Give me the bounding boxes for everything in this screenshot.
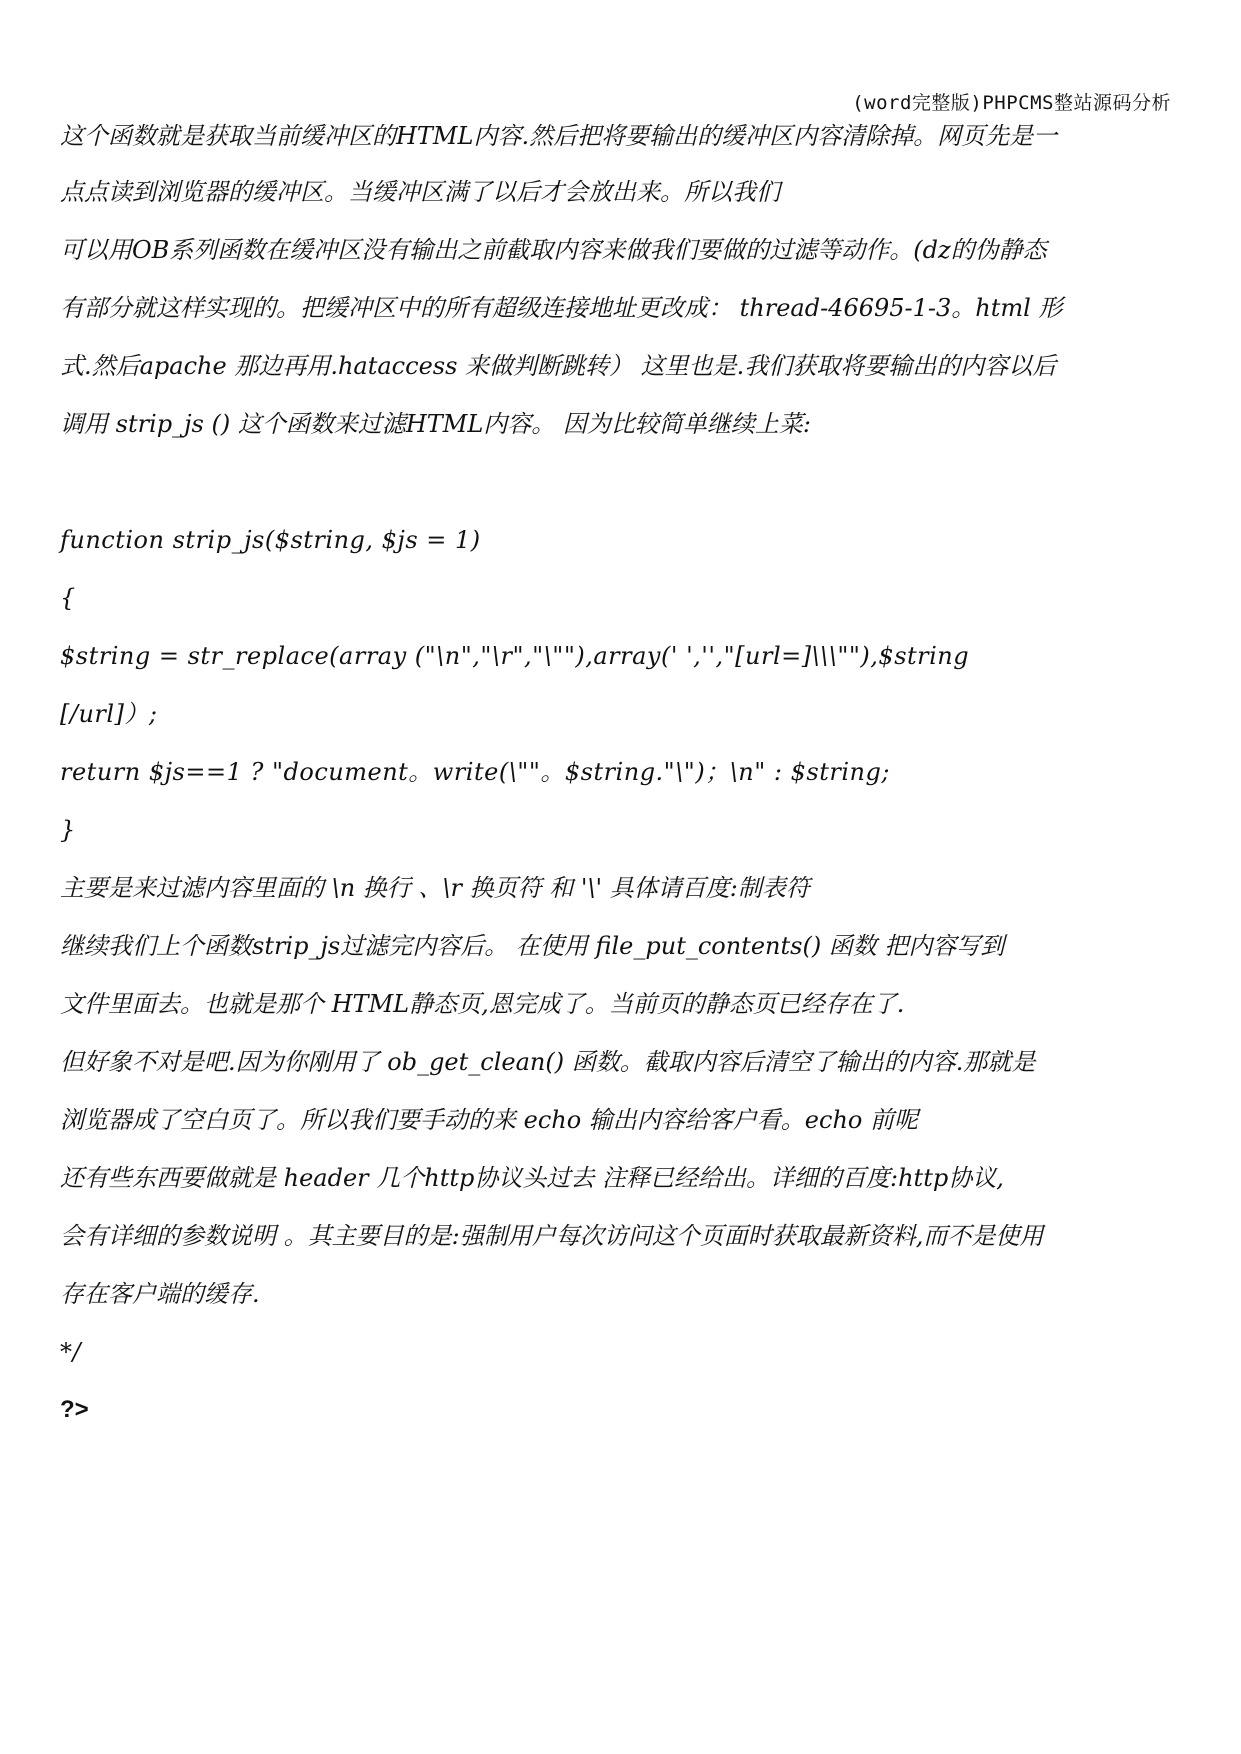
text-line: 继续我们上个函数strip_js过滤完内容后。 在使用 file_put_contents() 函数 把内容写到 <box>60 932 1005 960</box>
text-line: 调用 strip_js () 这个函数来过滤HTML内容。 因为比较简单继续上菜: <box>60 410 812 438</box>
text-line: 点点读到浏览器的缓冲区。当缓冲区满了以后才会放出来。所以我们 <box>60 178 780 206</box>
page-header: (word完整版)PHPCMS整站源码分析 <box>852 92 1171 114</box>
text-line: 有部分就这样实现的。把缓冲区中的所有超级连接地址更改成： thread-46695-1-3。html 形 <box>60 294 1063 322</box>
text-line: 会有详细的参数说明 。其主要目的是:强制用户每次访问这个页面时获取最新资料,而不是使用 <box>60 1222 1044 1250</box>
code-line: { <box>60 584 76 612</box>
text-line: 浏览器成了空白页了。所以我们要手动的来 echo 输出内容给客户看。echo 前呢 <box>60 1106 918 1134</box>
text-line: 这个函数就是获取当前缓冲区的HTML内容.然后把将要输出的缓冲区内容清除掉。网页先是一 <box>60 122 1058 150</box>
code-line: return $js==1 ? "document。write(\""。$string."\")；\n" : $string; <box>60 758 890 786</box>
text-line: 存在客户端的缓存. <box>60 1280 260 1308</box>
text-line: 式.然后apache 那边再用.hataccess 来做判断跳转） 这里也是.我们获取将要输出的内容以后 <box>60 352 1057 380</box>
code-line: ?> <box>60 1396 89 1423</box>
text-line: 还有些东西要做就是 header 几个http协议头过去 注释已经给出。详细的百度:http协议, <box>60 1164 1004 1192</box>
text-line: 但好象不对是吧.因为你刚用了 ob_get_clean() 函数。截取内容后清空了输出的内容.那就是 <box>60 1048 1036 1076</box>
text-line: 可以用OB系列函数在缓冲区没有输出之前截取内容来做我们要做的过滤等动作。(dz的伪静态 <box>60 236 1047 264</box>
text-line: 主要是来过滤内容里面的 \n 换行 、\r 换页符 和 '\' 具体请百度:制表符 <box>60 874 810 902</box>
code-line: [/url]）; <box>60 700 158 728</box>
text-line: 文件里面去。也就是那个 HTML静态页,恩完成了。当前页的静态页已经存在了. <box>60 990 905 1018</box>
code-line: function strip_js($string, $js = 1) <box>60 526 481 554</box>
code-line: } <box>60 816 76 844</box>
code-line: */ <box>60 1338 82 1366</box>
code-line: $string = str_replace(array ("\n","\r","\""),array(' ','',"[url=]\\\""),$string <box>60 642 970 670</box>
